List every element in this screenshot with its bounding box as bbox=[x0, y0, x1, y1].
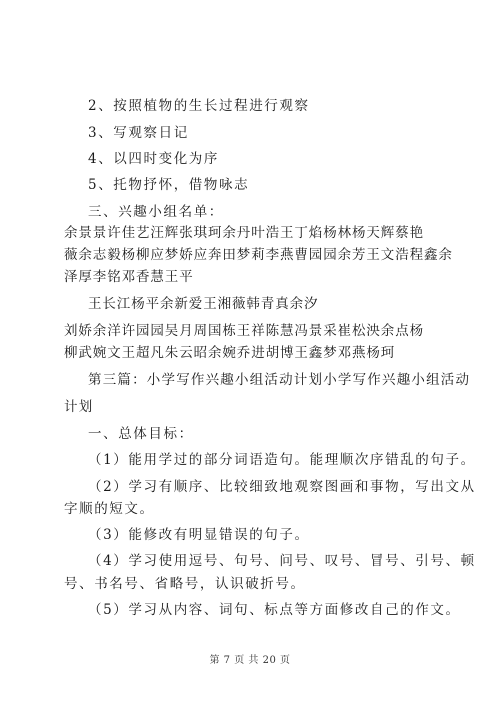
section-heading: 一、总体目标： bbox=[88, 426, 194, 442]
goal-item: （2）学习有顺序、比较细致地观察图画和事物，写出文从 bbox=[88, 479, 476, 495]
name-list-line: 柳武婉文王超凡朱云昭余婉乔进胡博王鑫梦邓燕杨珂 bbox=[64, 345, 396, 361]
text-line: 5、托物抒怀，借物咏志 bbox=[88, 177, 250, 193]
page-footer: 第 7 页 共 20 页 bbox=[209, 655, 291, 666]
chapter-title: 第三篇：小学写作兴趣小组活动计划小学写作兴趣小组活动 bbox=[88, 372, 471, 388]
goal-item: （5）学习从内容、词句、标点等方面修改自己的作文。 bbox=[88, 602, 461, 618]
goal-item: 号、书名号、省略号，认识破折号。 bbox=[64, 576, 306, 592]
chapter-title: 计划 bbox=[64, 399, 94, 415]
name-list-line: 薇余志毅杨柳应梦娇应奔田梦莉李燕曹园园余芳王文浩程鑫余 bbox=[64, 247, 453, 263]
text-line: 3、写观察日记 bbox=[88, 125, 189, 141]
text-line: 2、按照植物的生长过程进行观察 bbox=[88, 98, 310, 114]
name-list-line: 泽厚李铭邓香慧王平 bbox=[64, 269, 194, 285]
name-list-line: 刘娇余洋许园园吴月周国栋王祥陈慧冯景采崔松泱余点杨 bbox=[64, 323, 424, 339]
goal-item: （3）能修改有明显错误的句子。 bbox=[88, 527, 310, 543]
name-list-line: 王长江杨平余新爱王湘薇韩青真余汐 bbox=[88, 296, 319, 312]
goal-item: （4）学习使用逗号、句号、问号、叹号、冒号、引号、顿 bbox=[88, 553, 476, 569]
text-line: 4、以四时变化为序 bbox=[88, 151, 219, 167]
goal-item: 字顺的短文。 bbox=[64, 501, 155, 517]
section-heading: 三、兴趣小组名单： bbox=[88, 204, 224, 220]
goal-item: （1）能用学过的部分词语造句。能理顺次序错乱的句子。 bbox=[88, 452, 476, 468]
name-list-line: 余景景许佳艺汪辉张琪珂余丹叶浩王丁焰杨林杨天辉蔡艳 bbox=[64, 225, 424, 241]
